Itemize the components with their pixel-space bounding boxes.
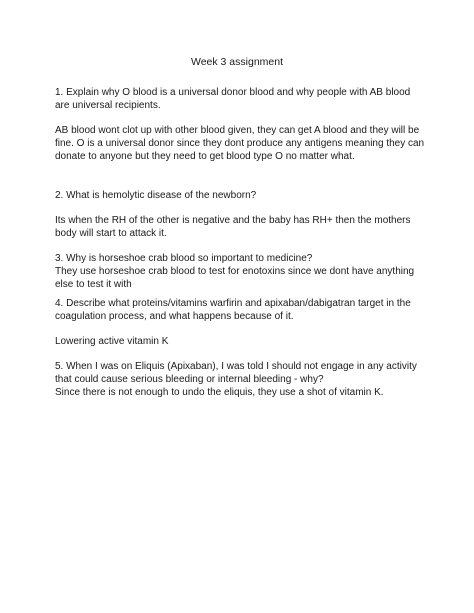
answer-5: Since there is not enough to undo the eliquis, they use a shot of vitamin K. <box>55 387 384 398</box>
answer-2: Its when the RH of the other is negative and the baby has RH+ then the mothers body will start to attack it. <box>55 215 411 239</box>
answer-3: They use horseshoe crab blood to test for enotoxins since we dont have anything else to test it with <box>55 266 415 290</box>
question-1: 1. Explain why O blood is a universal donor blood and why people with AB blood are universal recipients. <box>55 87 411 111</box>
answer-4: Lowering active vitamin K <box>55 336 169 347</box>
question-4: 4. Describe what proteins/vitamins warfirin and apixaban/dabigatran target in the coagulation process, and what happens because of it. <box>55 298 411 322</box>
question-2: 2. What is hemolytic disease of the newborn? <box>55 190 257 201</box>
document-body <box>55 86 425 399</box>
question-3: 3. Why is horseshoe crab blood so important to medicine? <box>55 253 313 264</box>
page-title: Week 3 assignment <box>190 56 284 68</box>
question-5: 5. When I was on Eliquis (Apixaban), I was told I should not engage in any activity that could cause serious bleeding or internal bleeding - why? <box>55 361 417 385</box>
answer-1: AB blood wont clot up with other blood given, they can get A blood and they will be fine. O is a universal donor since they dont produce any antigens meaning they can donate to anyone but they need to get blood type O no matter what. <box>55 125 425 162</box>
